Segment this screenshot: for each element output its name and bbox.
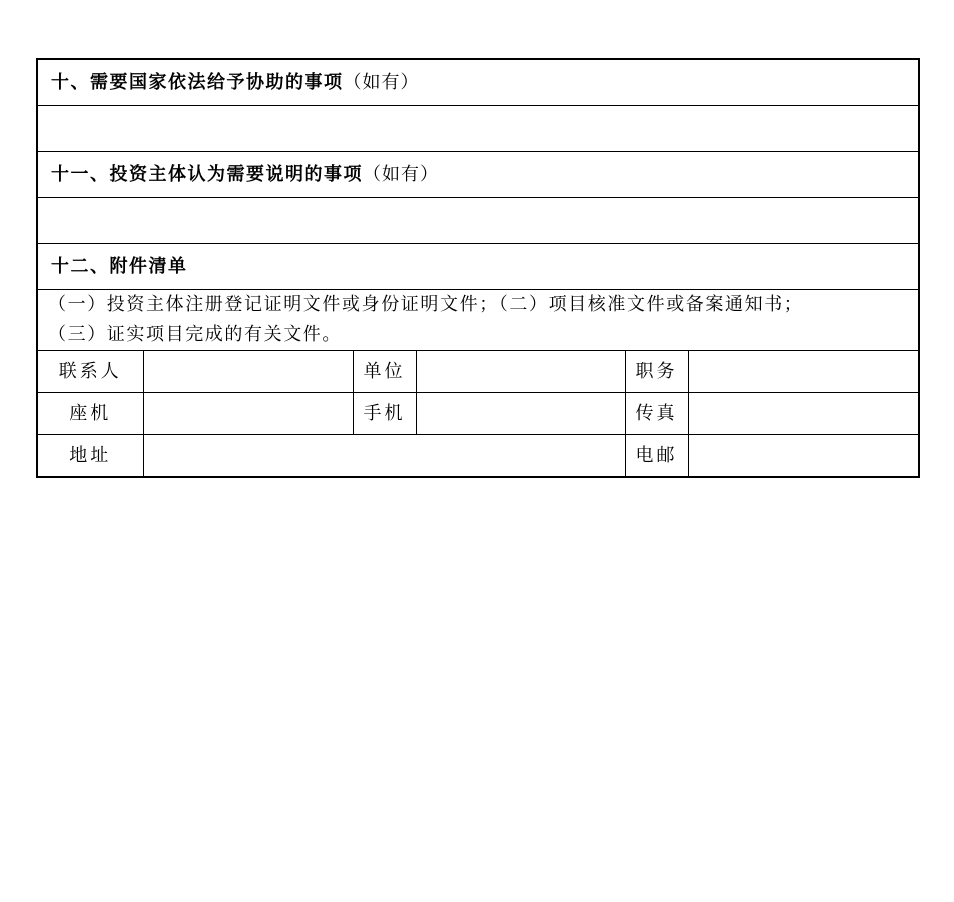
attachment-line-1: （一）投资主体注册登记证明文件或身份证明文件；（二）项目核准文件或备案通知书；: [48, 294, 804, 315]
section-10-note: （如有）: [343, 71, 420, 93]
position-label: 职务: [625, 351, 688, 393]
fax-field[interactable]: [688, 393, 919, 435]
investment-report-form: [36, 58, 920, 478]
section-10-title: 十、需要国家依法给予协助的事项: [51, 71, 344, 93]
section-11-heading: [37, 152, 919, 198]
unit-field[interactable]: [416, 351, 625, 393]
address-field[interactable]: [143, 435, 625, 478]
contact-person-field[interactable]: [143, 351, 353, 393]
unit-label: 单位: [353, 351, 416, 393]
email-field[interactable]: [688, 435, 919, 478]
section-12-title: 十二、附件清单: [51, 255, 188, 277]
attachment-list: [37, 290, 919, 351]
landline-field[interactable]: [143, 393, 353, 435]
mobile-label: 手机: [353, 393, 416, 435]
mobile-field[interactable]: [416, 393, 625, 435]
address-label: 地址: [37, 435, 143, 478]
landline-label: 座机: [37, 393, 143, 435]
attachment-line-2: （三）证实项目完成的有关文件。: [48, 324, 342, 345]
section-11-title: 十一、投资主体认为需要说明的事项: [51, 163, 363, 185]
contact-person-label: 联系人: [37, 351, 143, 393]
section-10-field[interactable]: [37, 106, 919, 152]
section-12-heading: [37, 244, 919, 290]
section-10-heading: [37, 59, 919, 106]
email-label: 电邮: [625, 435, 688, 478]
section-11-note: （如有）: [363, 163, 439, 185]
position-field[interactable]: [688, 351, 919, 393]
fax-label: 传真: [625, 393, 688, 435]
section-11-field[interactable]: [37, 198, 919, 244]
